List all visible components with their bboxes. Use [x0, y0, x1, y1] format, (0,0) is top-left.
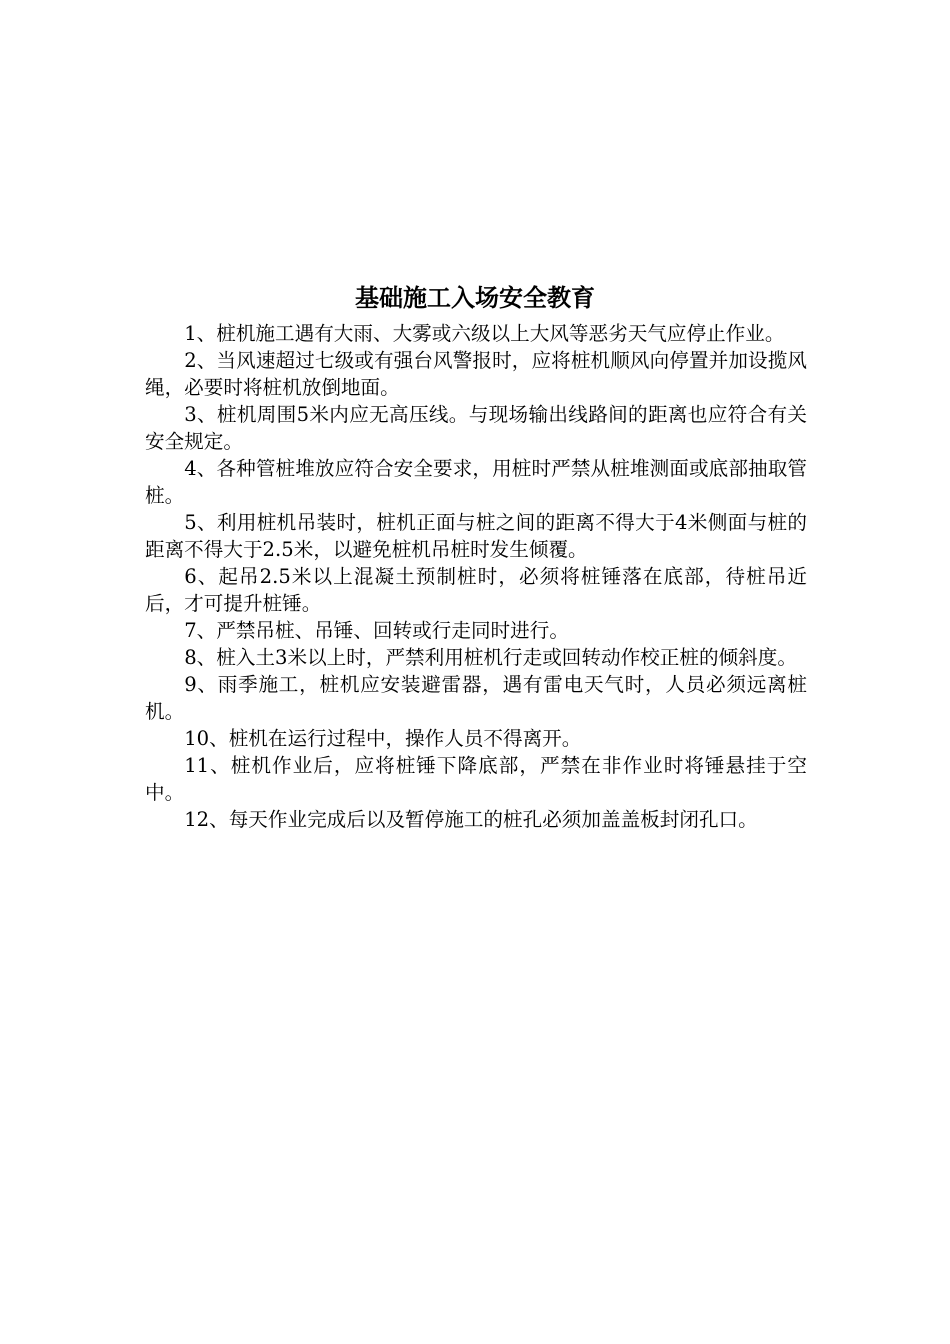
document-body	[145, 320, 807, 833]
paragraph-1: 1、桩机施工遇有大雨、大雾或六级以上大风等恶劣天气应停止作业。	[184, 322, 785, 345]
paragraph-10: 10、桩机在运行过程中，操作人员不得离开。	[184, 727, 582, 750]
paragraph-7: 7、严禁吊桩、吊锤、回转或行走同时进行。	[184, 619, 569, 642]
paragraph-11: 11、桩机作业后，应将桩锤下降底部，严禁在非作业时将锤悬挂于空中。	[145, 754, 807, 804]
paragraph-5: 5、利用桩机吊装时，桩机正面与桩之间的距离不得大于4米侧面与桩的距离不得大于2.5米，以避免桩机吊桩时发生倾覆。	[145, 511, 807, 561]
paragraph-9: 9、雨季施工，桩机应安装避雷器，遇有雷电天气时，人员必须远离桩机。	[145, 673, 807, 723]
paragraph-6: 6、起吊2.5米以上混凝土预制桩时，必须将桩锤落在底部，待桩吊近后，才可提升桩锤。	[145, 565, 807, 615]
paragraph-4: 4、各种管桩堆放应符合安全要求，用桩时严禁从桩堆测面或底部抽取管桩。	[145, 457, 807, 507]
paragraph-12: 12、每天作业完成后以及暂停施工的桩孔必须加盖盖板封闭孔口。	[184, 808, 758, 831]
document-title: 基础施工入场安全教育	[355, 284, 595, 312]
paragraph-2: 2、当风速超过七级或有强台风警报时，应将桩机顺风向停置并加设揽风绳，必要时将桩机放倒地面。	[145, 349, 807, 399]
paragraph-8: 8、桩入土3米以上时，严禁利用桩机行走或回转动作校正桩的倾斜度。	[184, 646, 797, 669]
paragraph-3: 3、桩机周围5米内应无高压线。与现场输出线路间的距离也应符合有关安全规定。	[145, 403, 807, 453]
